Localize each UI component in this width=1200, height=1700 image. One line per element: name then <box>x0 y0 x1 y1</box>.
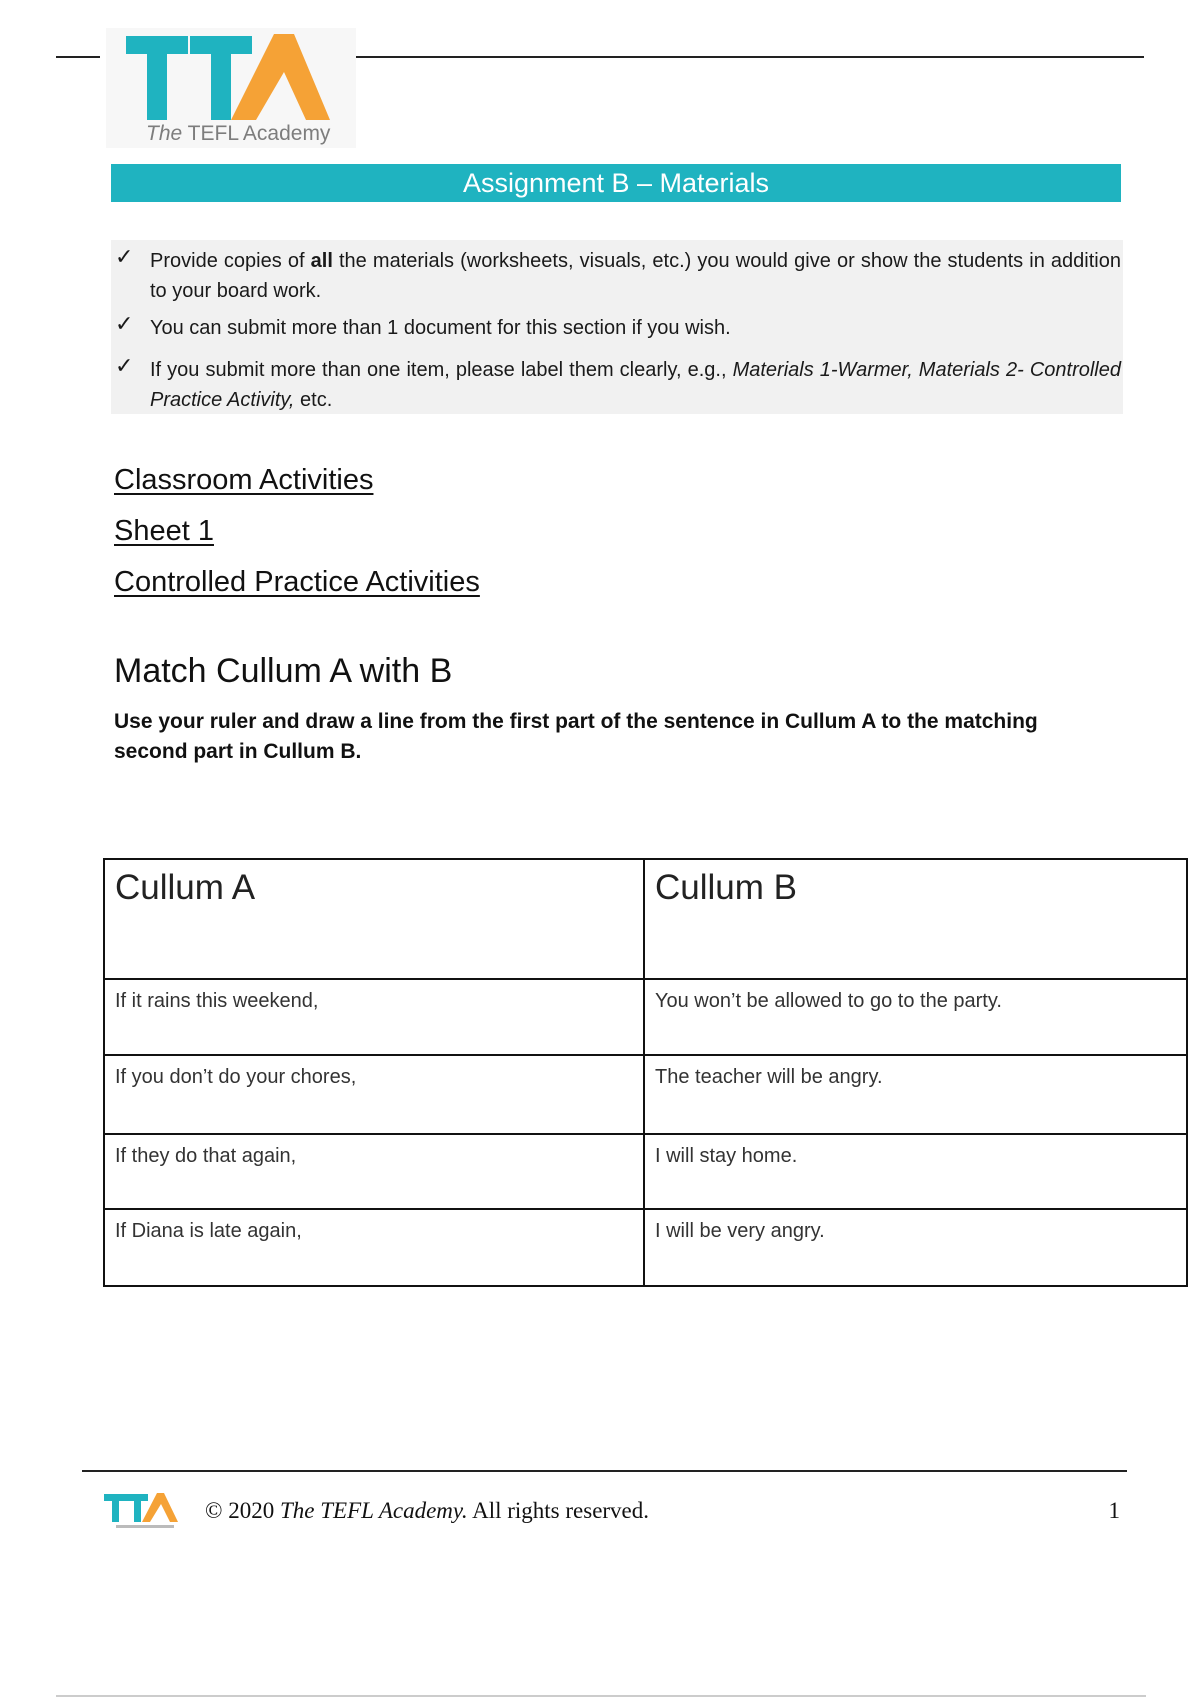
column-a-header: Cullum A <box>104 859 644 979</box>
table-row <box>104 979 1187 1055</box>
instructions-box <box>111 240 1123 414</box>
heading-classroom-activities: Classroom Activities <box>114 464 374 496</box>
matching-table <box>103 858 1188 1287</box>
column-b-cell: I will be very angry. <box>644 1209 1187 1286</box>
copyright-company: The TEFL Academy. <box>279 1498 468 1523</box>
column-a-cell: If Diana is late again, <box>104 1209 644 1286</box>
exercise-title: Match Cullum A with B <box>114 652 453 690</box>
tefl-academy-logo <box>106 28 356 148</box>
column-b-cell: The teacher will be angry. <box>644 1055 1187 1134</box>
instruction-1-bold: all <box>310 250 333 272</box>
table-row <box>104 1134 1187 1209</box>
checkmark-icon: ✓ <box>115 353 134 378</box>
checkmark-icon: ✓ <box>115 244 134 269</box>
column-a-cell: If it rains this weekend, <box>104 979 644 1055</box>
instruction-1-text-end: the materials (worksheets, visuals, etc.) you would give or show the students in addition to your board work. <box>150 250 1121 302</box>
instruction-2-text: You can submit more than 1 document for this section if you wish. <box>150 317 731 339</box>
heading-sheet: Sheet 1 <box>114 515 214 547</box>
logo-wordmark <box>146 122 330 146</box>
top-rule-left <box>56 56 100 58</box>
logo-name: TEFL Academy <box>187 122 331 145</box>
footer-logo <box>102 1490 182 1534</box>
bottom-rule <box>56 1695 1146 1697</box>
instruction-3-text-start: If you submit more than one item, please label them clearly, e.g., <box>150 359 733 381</box>
copyright-text <box>205 1498 649 1524</box>
copyright-prefix: © 2020 <box>205 1498 280 1523</box>
footer-rule <box>82 1470 1127 1472</box>
table-row <box>104 1209 1187 1286</box>
top-rule-right <box>356 56 1144 58</box>
exercise-instruction: Use your ruler and draw a line from the first part of the sentence in Cullum A to the matching second part in Cullum B. <box>114 710 1038 763</box>
column-a-cell: If you don’t do your chores, <box>104 1055 644 1134</box>
checkmark-icon: ✓ <box>115 311 134 336</box>
page-number: 1 <box>1108 1498 1120 1523</box>
instruction-1-text-start: Provide copies of <box>150 250 311 272</box>
copyright-suffix: All rights reserved. <box>467 1498 650 1523</box>
table-row <box>104 1055 1187 1134</box>
table-header-row <box>104 859 1187 979</box>
column-b-cell: You won’t be allowed to go to the party. <box>644 979 1187 1055</box>
column-b-header: Cullum B <box>644 859 1187 979</box>
assignment-banner: Assignment B – Materials <box>111 164 1121 202</box>
column-a-cell: If they do that again, <box>104 1134 644 1209</box>
instruction-3-text-end: etc. <box>294 389 333 411</box>
heading-controlled-practice: Controlled Practice Activities <box>114 566 480 598</box>
logo-the: The <box>146 122 183 145</box>
instruction-3-italic: Materials 1-Warmer, Materials 2- Controlled Practice Activity, <box>150 359 1121 411</box>
column-b-cell: I will stay home. <box>644 1134 1187 1209</box>
